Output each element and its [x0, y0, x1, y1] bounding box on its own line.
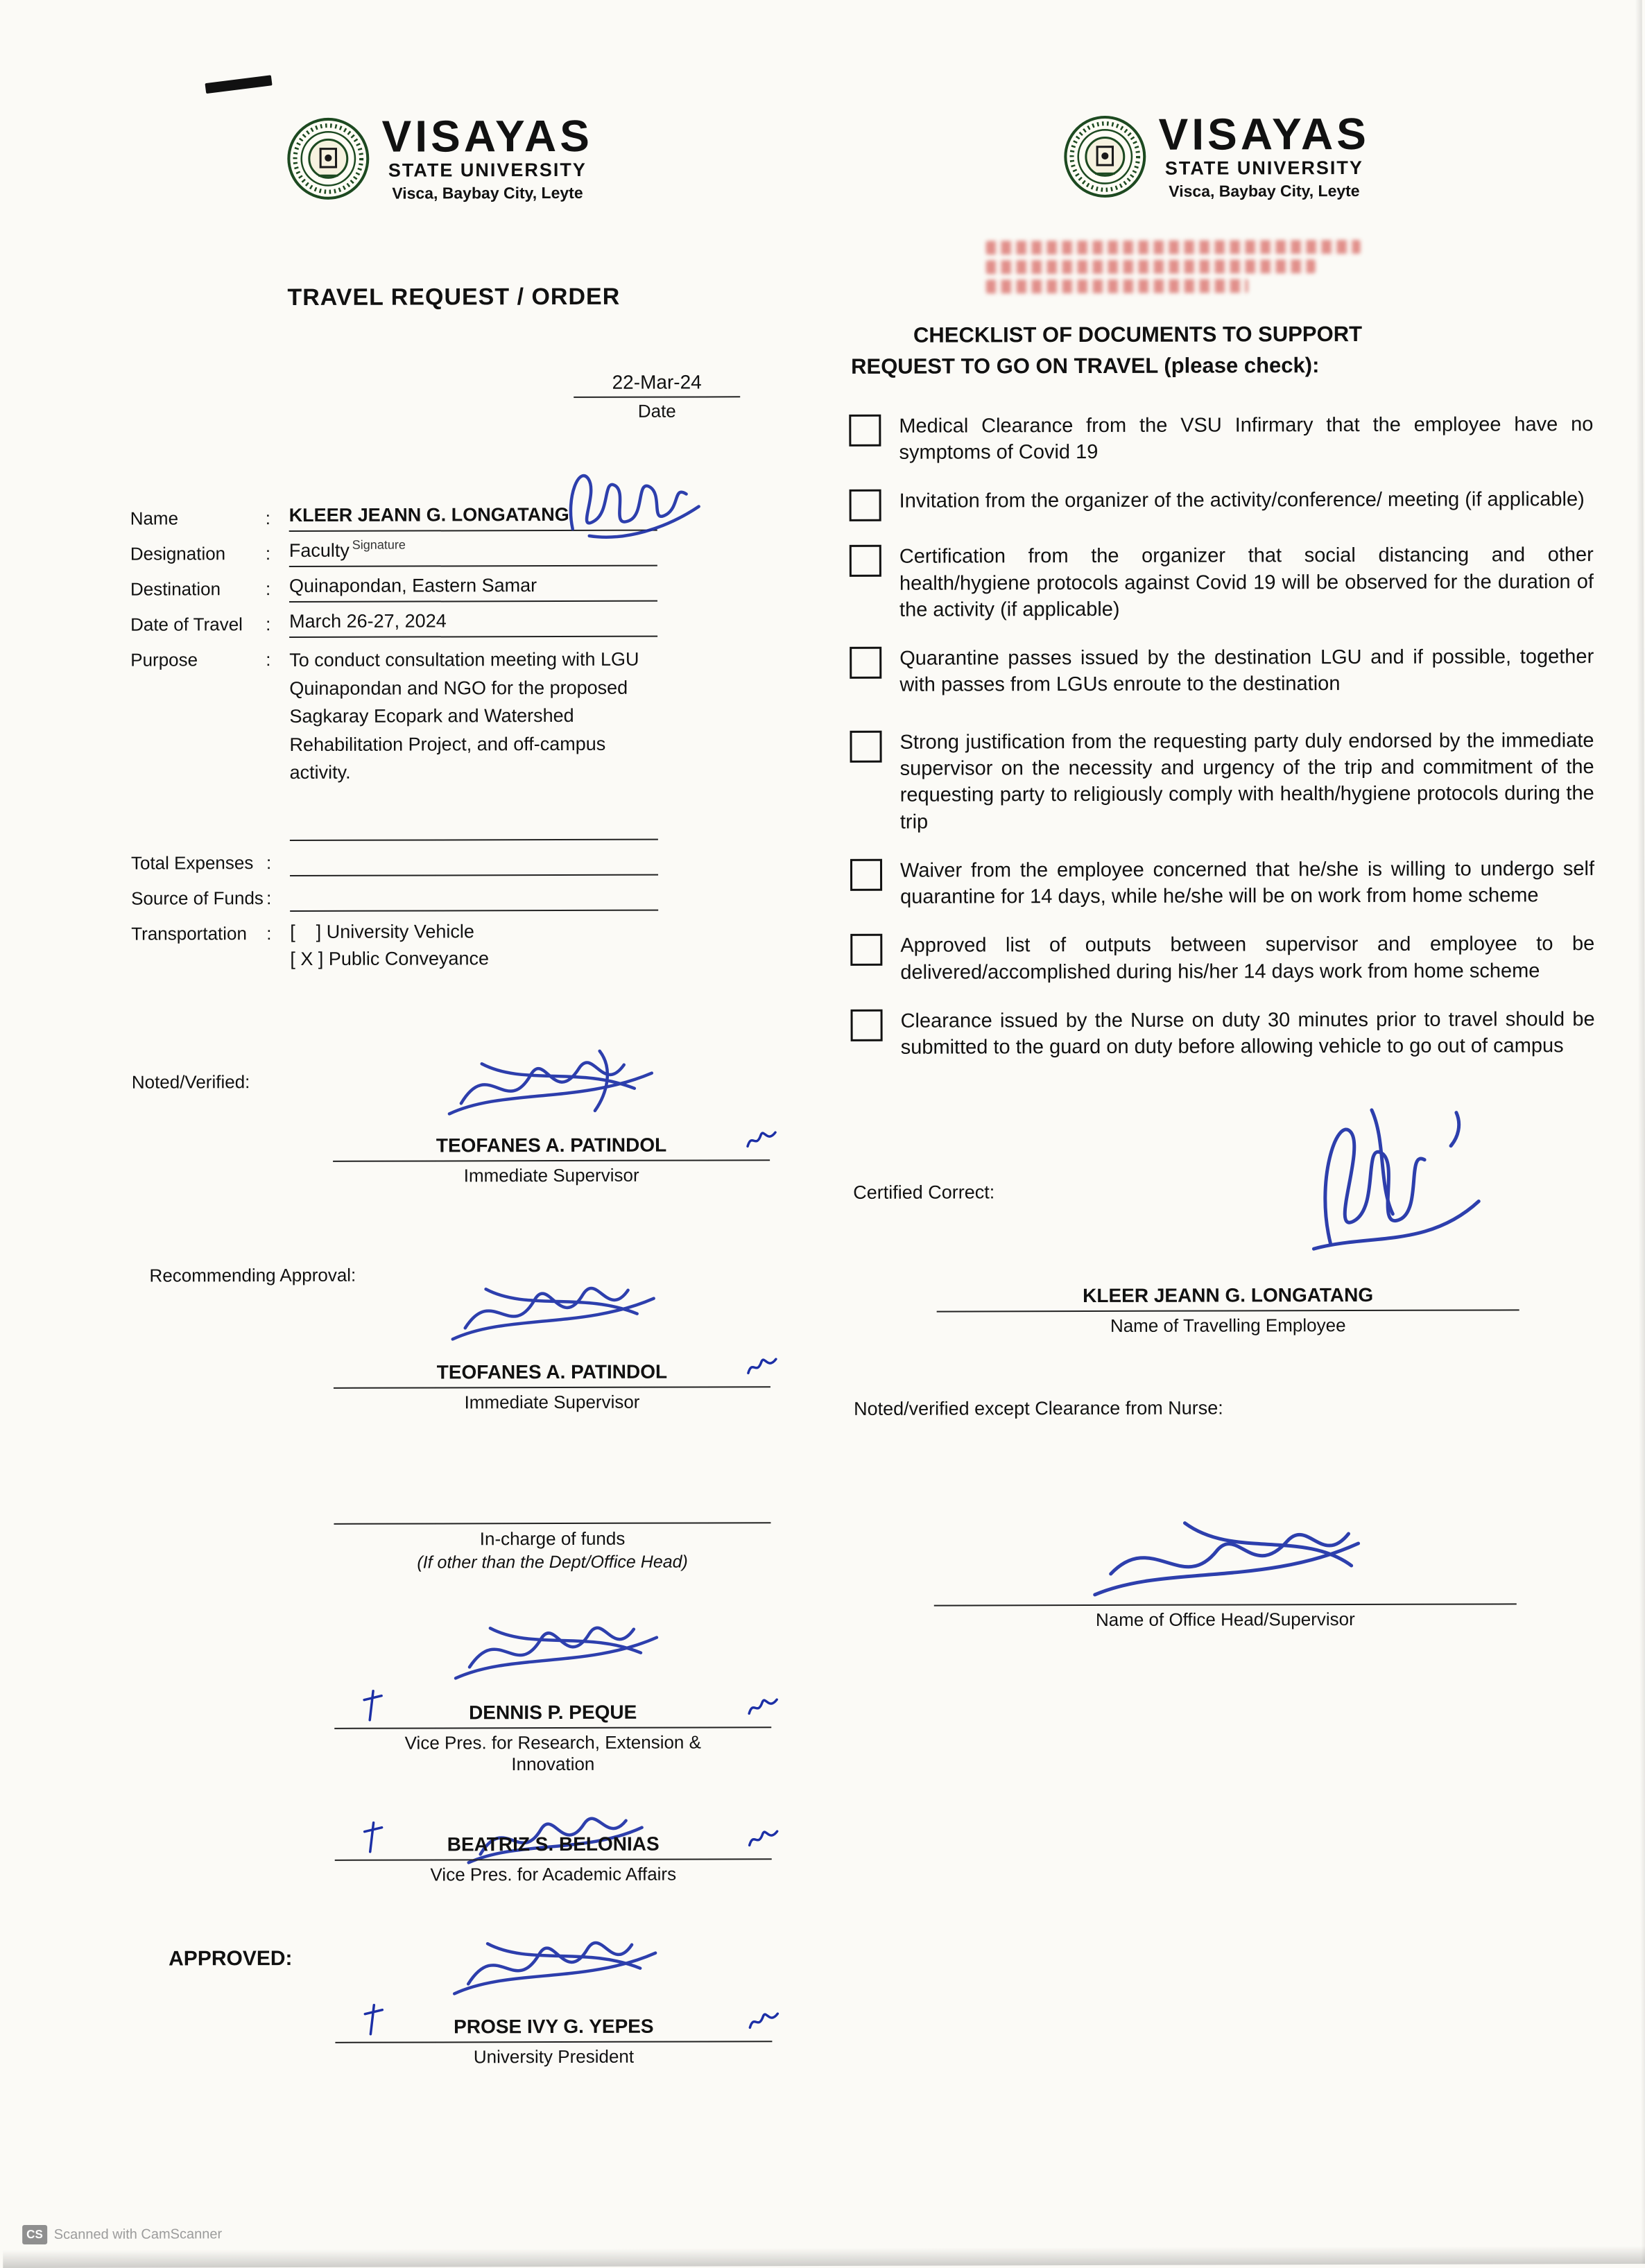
university-subname: STATE UNIVERSITY — [388, 159, 587, 181]
office-head-block — [933, 1500, 1516, 1631]
field-transportation: Transportation : [ ] University Vehicle [ X ] Public Conveyance — [131, 919, 658, 976]
field-date-of-travel-value: March 26-27, 2024 — [289, 610, 657, 638]
supervisor-signature-2 — [437, 1263, 666, 1361]
countersign-mark — [362, 1688, 383, 1722]
field-purpose: Purpose : To conduct consultation meeting with LGU Quinapondan and NGO for the proposed Sagkaray Ecopark and Watershed Rehabilitation Project, and off-campus activity. — [130, 646, 658, 789]
travel-request-form — [77, 82, 807, 2068]
approved-block — [82, 1918, 807, 2069]
checklist-item: Clearance issued by the Nurse on duty 30 minutes prior to travel should be submitted to the guard on duty before allowing vehicle to go out of campus — [843, 1006, 1595, 1061]
field-name: Name : KLEER JEANN G. LONGATANG Signature — [130, 504, 657, 533]
countersign-mark — [363, 2002, 384, 2036]
supervisor-signature-1 — [437, 1037, 666, 1134]
vp-research-name: DENNIS P. PEQUE — [334, 1701, 771, 1729]
blank-underline — [290, 813, 658, 840]
president-signature — [439, 1918, 668, 2016]
field-destination: Destination : Quinapondan, Eastern Samar — [130, 575, 657, 603]
noted-verified-label: Noted/Verified: — [131, 1071, 250, 1093]
checkbox-public-conveyance: [ X ] — [290, 948, 324, 969]
checklist-item: Certification from the organizer that social distancing and other health/hygiene protocols against Covid 19 will be observed for the duration of the activity (if applicable) — [841, 542, 1594, 623]
approved-label: APPROVED: — [169, 1946, 293, 1970]
vp-academic-name: BEATRIZ S. BELONIAS — [335, 1833, 772, 1861]
vsu-logo-left — [77, 82, 802, 235]
transport-option-university-vehicle: [ ] University Vehicle — [290, 920, 474, 942]
university-name: VISAYAS — [381, 110, 593, 162]
field-name-label: Name — [130, 508, 179, 529]
camscanner-logo: CS — [22, 2225, 47, 2244]
travelling-employee-name: KLEER JEANN G. LONGATANG — [937, 1284, 1519, 1313]
checkbox-nurse-clearance — [851, 1010, 883, 1041]
checkbox-invitation — [850, 490, 881, 521]
checklist-item: Quarantine passes issued by the destination LGU and if possible, together with passes from LGUs enroute to the destination — [841, 643, 1594, 698]
transport-option-public-conveyance: [ X ] Public Conveyance — [290, 947, 490, 969]
vp-research-signature — [438, 1604, 667, 1702]
form-title: TRAVEL REQUEST / ORDER — [287, 283, 621, 311]
noted-verified-block — [80, 1037, 805, 1188]
vp-research-block — [81, 1604, 807, 1776]
noted-except-nurse-text: Noted/verified except Clearance from Nurse: — [854, 1397, 1223, 1420]
university-address: Visca, Baybay City, Leyte — [1169, 181, 1360, 200]
initials-mark — [744, 1352, 780, 1381]
field-destination-value: Quinapondan, Eastern Samar — [289, 575, 657, 603]
initials-mark — [743, 1125, 780, 1154]
certified-correct-label: Certified Correct: — [853, 1181, 995, 1204]
initials-mark — [745, 1693, 781, 1722]
noted-verified-name: TEOFANES A. PATINDOL — [333, 1134, 770, 1162]
incharge-line2: (If other than the Dept/Office Head) — [417, 1552, 688, 1573]
field-purpose-value: To conduct consultation meeting with LGU Quinapondan and NGO for the proposed Sagkaray Ecopark and Watershed Rehabilitation Project, and off-campus activity. — [289, 648, 639, 784]
date-value: 22-Mar-24 — [574, 371, 740, 398]
recommending-label: Recommending Approval: — [149, 1264, 356, 1286]
signature-caption: Signature — [352, 537, 406, 552]
recommending-approval-block — [80, 1263, 805, 1414]
vp-academic-title: Vice Pres. for Academic Affairs — [430, 1863, 677, 1885]
incharge-of-funds-block — [334, 1522, 770, 1573]
field-date-of-travel: Date of Travel : March 26-27, 2024 — [130, 610, 657, 639]
checklist-item: Invitation from the organizer of the activity/conference/ meeting (if applicable) — [841, 486, 1594, 521]
certified-correct-block — [843, 1180, 1596, 1338]
university-address: Visca, Baybay City, Leyte — [392, 183, 583, 202]
president-name: PROSE IVY G. YEPES — [335, 2015, 772, 2043]
checkbox-waiver — [850, 859, 882, 891]
field-source-of-funds-value — [290, 883, 658, 911]
employee-signature — [560, 458, 705, 550]
checkbox-strong-justification — [850, 731, 881, 763]
vp-academic-block — [82, 1798, 807, 1887]
checklist-item: Waiver from the employee concerned that he/she is willing to undergo self quarantine for 14 days, while he/she will be on work from home scheme — [842, 856, 1594, 910]
field-name-value: KLEER JEANN G. LONGATANG — [289, 504, 657, 532]
checkbox-quarantine-passes — [850, 647, 881, 679]
initials-mark — [746, 2007, 782, 2036]
vsu-logo-right — [840, 80, 1593, 233]
checkbox-medical-clearance — [849, 415, 881, 447]
recommending-title: Immediate Supervisor — [464, 1391, 640, 1412]
date-label: Date — [637, 400, 676, 422]
vp-research-title: Vice Pres. for Research, Extension & Innovation — [404, 1731, 701, 1774]
camscanner-watermark — [22, 2224, 222, 2244]
office-head-line — [934, 1600, 1517, 1607]
field-source-of-funds: Source of Funds : — [131, 883, 658, 912]
form-fields — [130, 504, 659, 976]
president-title: University President — [473, 2045, 635, 2067]
university-name: VISAYAS — [1158, 108, 1370, 159]
vsu-seal-icon — [286, 116, 371, 201]
checkbox-certification — [850, 545, 881, 577]
checklist-item: Approved list of outputs between supervisor and employee to be delivered/accomplished during his/her 14 days work from home scheme — [842, 930, 1594, 985]
checklist-items — [841, 411, 1594, 1061]
countersign-mark — [363, 1819, 384, 1854]
field-total-expenses-value — [290, 848, 658, 876]
incharge-line1: In-charge of funds — [479, 1527, 626, 1549]
red-stamp — [986, 240, 1361, 304]
scan-edge-bottom — [3, 2246, 1645, 2268]
checklist-panel — [840, 80, 1596, 1631]
field-designation-value: Faculty — [289, 539, 657, 567]
initials-mark — [746, 1824, 782, 1853]
checklist-item: Strong justification from the requesting party duly endorsed by the immediate supervisor on the necessity and urgency of the trip and commitment of the requesting party to religiously comply with health/hygiene protocols during the trip — [841, 727, 1594, 836]
checkbox-approved-outputs — [850, 934, 882, 966]
vsu-seal-icon — [1063, 114, 1148, 199]
checklist-item: Medical Clearance from the VSU Infirmary that the employee have no symptoms of Covid 19 — [841, 411, 1593, 466]
noted-verified-title: Immediate Supervisor — [463, 1164, 639, 1186]
scan-edge-right — [1635, 0, 1645, 2264]
blank-line-row — [131, 813, 658, 841]
camscanner-text: Scanned with CamScanner — [53, 2226, 223, 2242]
checklist-title: CHECKLIST OF DOCUMENTS TO SUPPORT REQUEST TO GO ON TRAVEL (please check): — [851, 321, 1363, 379]
university-subname: STATE UNIVERSITY — [1164, 157, 1363, 179]
recommending-name: TEOFANES A. PATINDOL — [334, 1360, 770, 1389]
travelling-employee-caption: Name of Travelling Employee — [1110, 1315, 1346, 1337]
field-total-expenses: Total Expenses : — [131, 848, 658, 876]
office-head-caption: Name of Office Head/Supervisor — [1095, 1609, 1355, 1631]
travelling-employee-signature — [1297, 1098, 1492, 1265]
checkbox-university-vehicle: [ ] — [290, 921, 322, 942]
field-designation: Designation : Faculty — [130, 539, 657, 568]
